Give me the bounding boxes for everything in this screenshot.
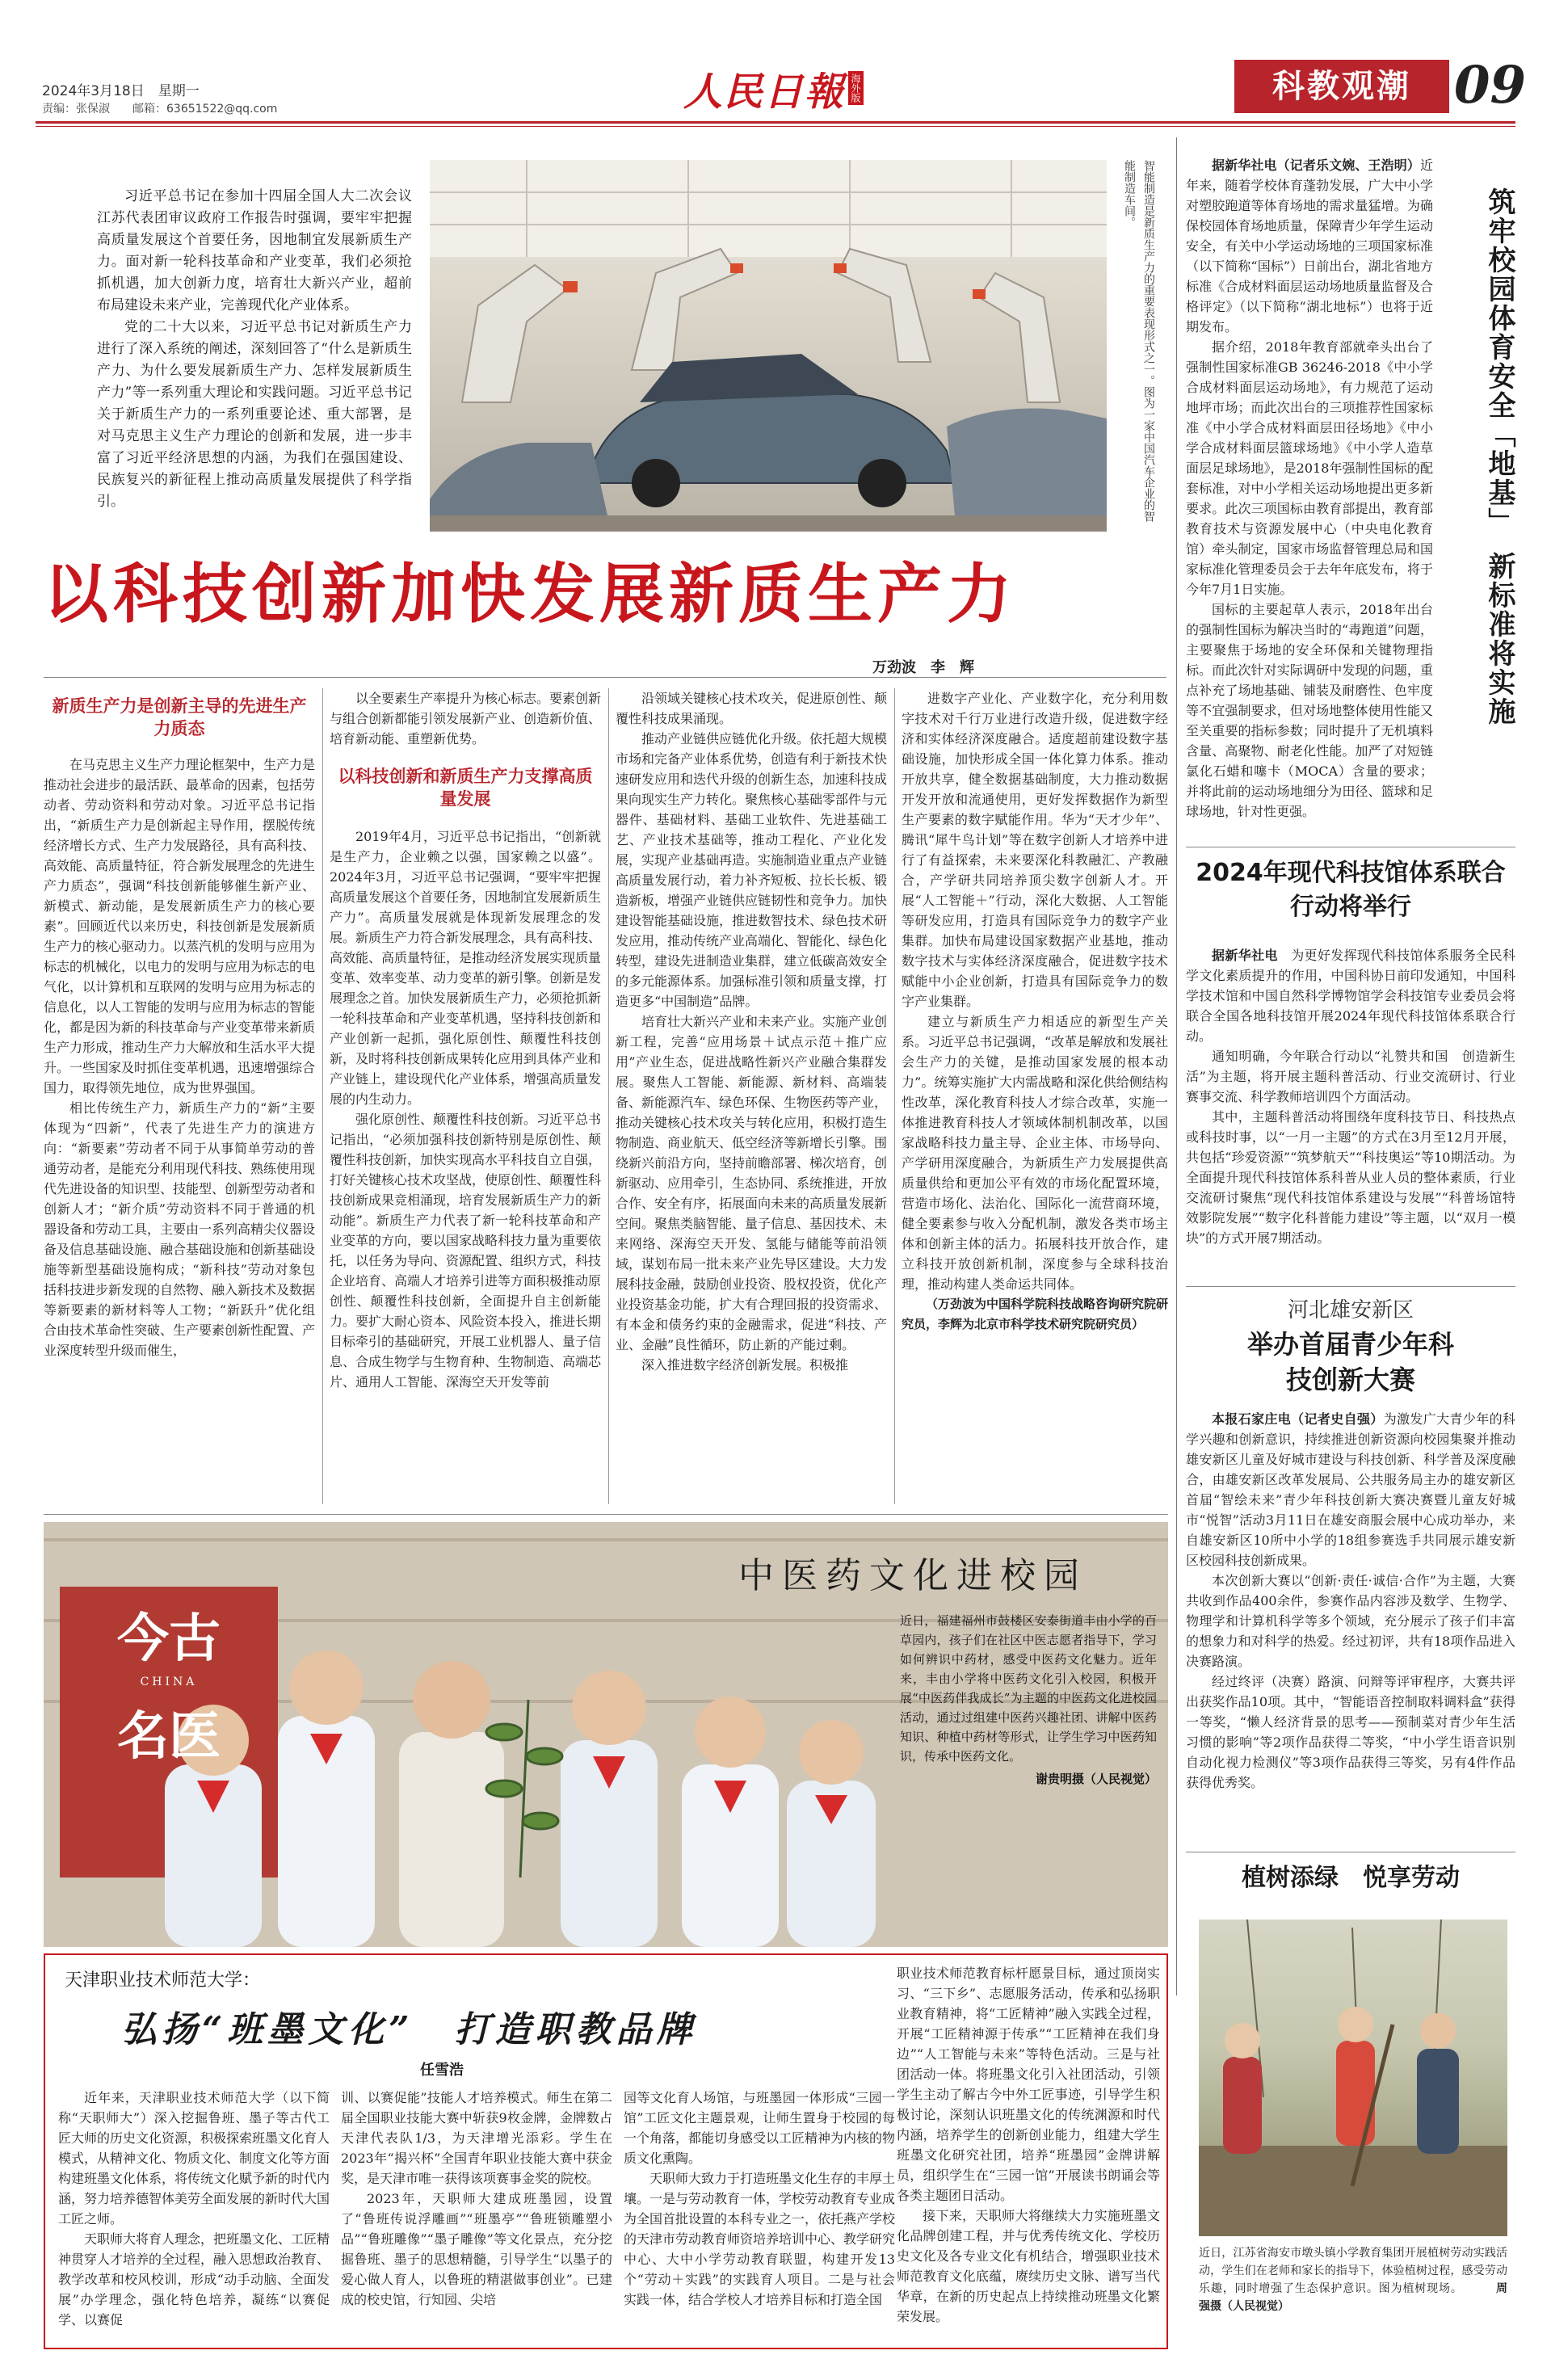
column-divider xyxy=(322,688,323,1504)
tcm-sign xyxy=(76,1603,262,1861)
page-number: 09 xyxy=(1454,55,1527,116)
tianjin-column-1 xyxy=(58,2088,330,2343)
school-safety-paragraph: 据新华社电（记者乐文婉、王浩明）近年来，随着学校体育蓬勃发展，广大中小学对塑胶跑道等体育场地的需求量猛增。为确保校园体育场地质量，保障青少年学生运动安全，有关中小学运动场地的三项国家标准（以下简称“国标”）日前出台，湖北省地方标准《合成材料面层运动场地质量监督及合格评定》（以下简称“湖北地标”）也将于近期发布。 xyxy=(1186,158,1433,334)
museum-paragraph: 通知明确，今年联合行动以“礼赞共和国 创造新生活”为主题，将开展主题科普活动、行业交流研讨、行业赛事交流、科学教师培训四个方面活动。 xyxy=(1186,1049,1515,1104)
youth-kicker: 河北雄安新区 xyxy=(1287,1298,1414,1322)
intro-paragraph: 习近平总书记在参加十四届全国人大二次会议江苏代表团审议政府工作报告时强调，要牢牢把握高质量发展这个首要任务，因地制宜发展新质生产力。面对新一轮科技革命和产业变革，我们必须抢抓机遇，加大创新力度，培育壮大新兴产业，超前布局建设未来产业，完善现代化产业体系。 xyxy=(97,188,412,313)
tcm-sign-sub: CHINA xyxy=(140,1676,198,1688)
tianjin-kicker: 天津职业技术师范大学： xyxy=(65,1970,261,1991)
tianjin-paragraph: 职业技术师范教育标杆愿景目标，通过顶岗实习、“三下乡”、志愿服务活动，传承和弘扬职业教育精神，将“工匠精神”融入实践全过程，开展“工匠精神源于传承”“工匠精神在我们身边”“人工智能与未来”等特色活动。三是与社团活动一体。将班墨文化引入社团活动，引领学生主动了解古今中外工匠事迹，引导学生积极讨论，深刻认识班墨文化的传统渊源和时代内涵，培养学生的创新创业能力，组建大学生班墨文化研究社团，培养“班墨园”金牌讲解员，组织学生在“三园一馆”开展读书朗诵会等各类主题团日活动。 xyxy=(897,1966,1160,2203)
logo-badge: 海外版 xyxy=(848,71,864,105)
tcm-section-rule xyxy=(44,1514,1168,1515)
youth-dateline: 本报石家庄电 xyxy=(1212,1411,1292,1427)
school-safety-reporter: （记者乐文婉、王浩明） xyxy=(1276,158,1420,173)
header-date: 2024年3月18日 星期一 xyxy=(42,83,200,99)
museum-paragraph: 据新华社电 为更好发挥现代科技馆体系服务全民科学文化素质提升的作用，中国科协日前印发通知，中国科学技术馆和中国自然科学博物馆学会科技馆专业委员会将联合全国各地科技馆开展2024年现代科技馆体系联合行动。 xyxy=(1186,948,1515,1044)
tcm-title: 中医药文化进校园 xyxy=(738,1555,1087,1596)
lead-column-2 xyxy=(330,688,601,1504)
section-title: 科教观潮 xyxy=(1234,60,1449,113)
youth-title: 举办首届青少年科技创新大赛 xyxy=(1246,1329,1454,1395)
lead-column-1 xyxy=(44,688,315,1504)
lead-byline: 万劲波 李 辉 xyxy=(872,659,974,676)
school-safety-paragraph: 据介绍，2018年教育部就牵头出台了强制性国家标准GB 36246-2018《中小学合成材料面层运动场地》，有力规范了运动地坪市场；而此次出台的三项推荐性国家标准《中小学合成材料面层田径场地》《中小学合成材料面层篮球场地》《中小学人造草面层足球场地》，是2018年强制性国标的配套标准，对中小学相关运动场地提出更多新要求。此次三项国标由教育部提出，教育部教育技术与资源发展中心（中央电化教育馆）牵头制定，国家市场监督管理总局和国家标准化管理委员会于去年年底发布，将于今年7月1日实施。 xyxy=(1186,339,1433,597)
lead-paragraph: 强化原创性、颠覆性科技创新。习近平总书记指出，“必须加强科技创新特别是原创性、颠覆性科技创新，加快实现高水平科技自立自强，打好关键核心技术攻坚战，使原创性、颠覆性科技创新成果竞相涌现，培育发展新质生产力的新动能”。新质生产力代表了新一轮科技革命和产业变革的方向，要以国家战略科技力量为重要依托，以任务为导向、资源配置、组织方式，科技企业培育、高端人才培养引进等方面积极推动原创性、颠覆性科技创新，全面提升自主创新能力。要扩大耐心资本、风险资本投入，推进长期目标牵引的基础研究，开展工业机器人、量子信息、合成生物学与生物育种、生物制造、高端芯片、通用人工智能、深海空天开发等前 xyxy=(330,1112,602,1390)
youth-reporter: （记者史自强） xyxy=(1291,1411,1384,1427)
tree-photo xyxy=(1199,1920,1507,2236)
lead-intro xyxy=(97,186,412,535)
tianjin-column-4 xyxy=(897,1963,1160,2343)
museum-paragraph: 其中，主题科普活动将围绕年度科技节日、科技热点或科技时事，以“一月一主题”的方式在3月至12月开展，共包括“珍爱资源”“筑梦航天”“科技奥运”等10期活动。为全面提升现代科技馆体系科普从业人员的整体素质，行业交流研讨聚焦“现代科技馆体系建设与发展”“科普场馆特效影院发展”“数字化科普能力建设”等主题，以“双月一模块”的方式开展7期活动。 xyxy=(1186,1109,1515,1246)
factory-photo-caption: 智能制造是新质生产力的重要表现形式之一。图为一家中国汽车企业的智能制造车间。 xyxy=(1123,160,1155,522)
logo-text: 人民日報 xyxy=(683,69,846,115)
tianjin-paragraph: 天职师大将育人理念，把班墨文化、工匠精神贯穿人才培养的全过程，融入思想政治教育、教学改革和校风校训，形成“动手动脑、全面发展”办学理念，强化特色培养，凝练“以赛促学、以赛促 xyxy=(58,2231,330,2327)
tianjin-paragraph: 2023年，天职师大建成班墨园，设置了“鲁班传说浮雕画”“班墨亭”“鲁班锁雕塑小品”“鲁班雕像”“墨子雕像”等文化景点，充分挖掘鲁班、墨子的思想精髓，引导学生“以墨子的爱心做人育人，以鲁班的精湛做事创业”。已建成的校史馆，行知园、尖培 xyxy=(341,2191,612,2307)
header-rule-thin xyxy=(36,126,1515,127)
tcm-caption: 近日，福建福州市鼓楼区安泰街道丰由小学的百草园内，孩子们在社区中医志愿者指导下，学习如何辨识中药材，感受中医药文化魅力。近年来，丰由小学将中医药文化引入校园，积极开展“中医药伴我成长”为主题的中医药文化进校园活动，通过过组建中医药兴趣社团、讲解中医药知识、种植中药材等形式，让学生学习中医药知识，传承中医药文化。 xyxy=(900,1613,1157,1764)
tcm-caption-box xyxy=(900,1611,1157,1926)
lead-paragraph: 进数字产业化、产业数字化，充分利用数字技术对千行万业进行改造升级，促进数字经济和实体经济深度融合。适度超前建设数字基础设施，加快形成全国一体化算力体系。推动开放共享，健全数据基础制度，大力推动数据开发开放和流通使用，更好发挥数据作为新型生产要素的数字赋能作用。华为“天才少年”、腾讯“犀牛鸟计划”等在数字创新人才培养中进行了有益探索，未来要深化科教融汇、产教融合，产学研共同培养顶尖数字创新人才。开展“人工智能＋”行动，深化大数据、人工智能等研发应用，打造具有国际竞争力的数字产业集群。加快布局建设国家数据产业基地，推动数字技术与实体经济深度融合，促进数字技术赋能中小企业创新，打造具有国际竞争力的数字产业集群。 xyxy=(902,691,1168,1009)
museum-title: 2024年现代科技馆体系联合行动将举行 xyxy=(1196,859,1506,921)
school-safety-body xyxy=(1186,155,1433,850)
lead-subhead-1: 新质生产力是创新主导的先进生产力质态 xyxy=(52,696,307,738)
children-figures xyxy=(1223,2007,1459,2154)
lead-paragraph: 在马克思主义生产力理论框架中，生产力是推动社会进步的最活跃、最革命的因素，包括劳动者、劳动资料和劳动对象。习近平总书记指出，“新质生产力是创新起主导作用，摆脱传统经济增长方式、生产力发展路径，具有高科技、高效能、高质量特征，符合新发展理念的先进生产力质态”，强调“科技创新能够催生新产业、新模式、新动能，是发展新质生产力的核心要素”。回顾近代以来历史，科技创新是发展新质生产力的核心驱动力。以蒸汽机的发明与应用为标志的机械化，以电力的发明与应用为标志的电气化，以计算机和互联网的发明与应用为标志的信息化，以人工智能的发明与应用为标志的智能化，都是因为新的科技革命与产业变革带来新质生产力形成，推动生产力大解放和生活水平大提升。一些国家及时抓住变革机遇，迅速增强综合国力，取得领先地位，成为世界强国。 xyxy=(44,757,316,1095)
factory-illustration xyxy=(430,160,1107,532)
tianjin-title: 弘扬“班墨文化” 打造职教品牌 xyxy=(121,2009,697,2050)
youth-paragraph: 经过终评（决赛）路演、问辩等评审程序，大赛共评出获奖作品10项。其中，“智能语音控制取料调料盒”获得一等奖，“懒人经济背景的思考——预制菜对青少年生活习惯的影响”等2项作品获得二等奖，“中小学生语音识别自动化视力检测仪”等3项作品获得三等奖，另有4件作品获得优秀奖。 xyxy=(1186,1674,1515,1790)
header-rule xyxy=(36,121,1515,124)
school-safety-paragraph: 国标的主要起草人表示，2018年出台的强制性国标为解决当时的“毒跑道”问题，主要聚焦于场地的安全环保和关键物理指标。而此次针对实际调研中发现的问题，重点补充了场地基础、铺装及耐磨性、色牢度等不宜强制要求，但对场地整体使用性能又至关重要的指标参数；同时提升了无机填料含量、高聚物、耐老化性能。加严了对短链氯化石蜡和噻卡（MOCA）含量的要求；并将此前的运动场地细分为田径、篮球和足球场地，针对性更强。 xyxy=(1186,602,1433,819)
school-safety-dateline: 据新华社电 xyxy=(1212,158,1277,173)
author-note: （万劲波为中国科学院科技战略咨询研究院研究员，李辉为北京市科学技术研究院研究员） xyxy=(902,1297,1169,1331)
lead-column-4 xyxy=(902,688,1168,1504)
tcm-sign-top: 今古 xyxy=(117,1608,221,1669)
tianjin-paragraph: 近年来，天津职业技术师范大学（以下简称“天职师大”）深入挖掘鲁班、墨子等古代工匠大师的历史文化资源，积极探索班墨文化育人模式，从精神文化、物质文化、制度文化等方面构建班墨文化体系，将传统文化赋予新的时代内涵，努力培养德智体美劳全面发展的新时代大国工匠之师。 xyxy=(58,2090,330,2227)
newspaper-logo xyxy=(683,60,864,116)
tianjin-column-2 xyxy=(341,2088,612,2343)
lead-paragraph: 推动产业链供应链优化升级。依托超大规模市场和完备产业体系优势，创造有利于新技术快速研发应用和迭代升级的创新生态，加速科技成果向现实生产力转化。聚焦核心基础零部件与元器件、基础材料、基础工业软件、先进基础工艺、产业技术基础等，推动工程化、产业化发展，实现产业基础再造。实施制造业重点产业链高质量发展行动，着力补齐短板、拉长长板、锻造新板，增强产业链供应链韧性和竞争力。加快建设智能基础设施，推进数智技术、绿色技术研发应用，推动传统产业高端化、智能化、绿色化转型，建设先进制造业集群，建立低碳高效安全的多元能源体系。加强标准引领和质量支撑，打造更多“中国制造”品牌。 xyxy=(616,731,888,1009)
lead-title-rule xyxy=(44,677,1166,678)
lead-paragraph: 建立与新质生产力相适应的新型生产关系。习近平总书记强调，“改革是解放和发展社会生产力的关键，是推动国家发展的根本动力”。统筹实施扩大内需战略和深化供给侧结构性改革，深化教育科技人才综合改革，实施一体推进教育科技人才领域体制机制改革，以国家战略科技力量主导、企业主体、市场导向、产学研用深度融合，为新质生产力发展提供高质量供给和更加公平有效的市场化配置环境，营造市场化、法治化、国际化一流营商环境，健全要素参与收入分配机制，激发各类市场主体和创新主体的活力。拓展科技开放合作，建立科技开放创新机制，深度参与全球科技治理，推动构建人类命运共同体。 xyxy=(902,1014,1168,1292)
tianjin-byline: 任雪浩 xyxy=(420,2062,464,2079)
tree-credit: 周 强摄（人民视觉） xyxy=(1199,2282,1519,2313)
museum-dateline: 据新华社电 xyxy=(1212,948,1278,963)
lead-paragraph: 沿领域关键核心技术攻关，促进原创性、颠覆性科技成果涌现。 xyxy=(616,691,888,726)
lead-paragraph: 2019年4月，习近平总书记指出，“创新就是生产力，企业赖之以强，国家赖之以盛”。2024年3月，习近平总书记强调，“要牢牢把握高质量发展这个首要任务，因地制宜发展新质生产力”。高质量发展就是体现新发展理念的发展。新质生产力符合新发展理念，具有高科技、高效能、高质量特征，是推动经济发展实现质量变革、效率变革、动力变革的新引擎。创新是发展理念之首。加快发展新质生产力，必须抢抓新一轮科技革命和产业变革机遇，坚持科技创新和产业创新一起抓，强化原创性、颠覆性科技创新，及时将科技创新成果转化应用到具体产业和产业链上，建设现代化产业体系，增强高质量发展的内生动力。 xyxy=(330,829,602,1107)
tianjin-column-3 xyxy=(624,2088,895,2343)
lead-column-3 xyxy=(616,688,887,1504)
youth-paragraph: 本报石家庄电（记者史自强）为激发广大青少年的科学兴趣和创新意识，持续推进创新资源向校园集聚并推动雄安新区儿童及好城市建设与科技创新、科学普及深度融合，由雄安新区改革发展局、公共服务局主办的雄安新区首届“智绘未来”青少年科技创新大赛决赛暨儿童友好城市“悦智”活动3月11日在雄安商服会展中心成功举办，来自雄安新区10所中小学的18组参赛选手共同展示雄安新区校园科技创新成果。 xyxy=(1186,1411,1515,1568)
column-divider xyxy=(608,688,609,1504)
tianjin-paragraph: 训、以赛促能”技能人才培养模式。师生在第二届全国职业技能大赛中斩获9枚金牌，金牌数占天津代表队1/3，为天津增光添彩。学生在2023年“揭兴杯”全国青年职业技能大赛中获金奖，是天津市唯一获得该项赛事金奖的院校。 xyxy=(341,2090,612,2186)
tree-caption-text: 近日，江苏省海安市墩头镇小学教育集团开展植树劳动实践活动，学生们在老师和家长的指导下，体验植树过程，感受劳动乐趣，同时增强了生态保护意识。图为植树现场。 xyxy=(1199,2247,1507,2295)
tcm-credit: 谢贵明摄（人民视觉） xyxy=(1035,1772,1157,1786)
rail-divider xyxy=(1176,137,1177,1995)
tcm-photo xyxy=(44,1522,1168,1947)
tree-title: 植树添绿 悦享劳动 xyxy=(1242,1864,1460,1892)
column-divider xyxy=(894,688,895,1504)
tianjin-paragraph: 接下来，天职师大将继续大力实施班墨文化品牌创建工程，并与优秀传统文化、学校历史文化及各专业文化有机结合，增强职业技术师范教育文化底蕴，赓续历史文脉、谱写当代华章，在新的历史起点上持续推动班墨文化繁荣发展。 xyxy=(897,2208,1160,2324)
lead-paragraph: 以全要素生产率提升为核心标志。要素创新与组合创新都能引领发展新产业、创造新价值、培育新动能、重塑新优势。 xyxy=(330,691,602,746)
tree-illustration xyxy=(1199,1920,1507,2236)
lead-title: 以科技创新加快发展新质生产力 xyxy=(44,557,1016,632)
factory-photo xyxy=(430,160,1107,532)
lead-paragraph: 相比传统生产力，新质生产力的“新”主要体现为“四新”，代表了先进生产力的演进方向：“新要素”劳动者不同于从事简单劳动的普通劳动者，是能充分利用现代科技、熟练使用现代先进设备的知识型、技能型、创新型劳动者和创新人才；“新介质”劳动资料不同于普通的机器设备和劳动工具，主要由一系列高精尖仪器设备及信息基础设施、融合基础设施和创新基础设施等新型基础设施构成；“新科技”劳动对象包括科技进步新发现的自然物、融入新技术及数据等新要素的新材料等人工物；“新跃升”优化组合由技术革命性突破、生产要素创新性配置、产业深度转型升级而催生， xyxy=(44,1100,316,1358)
tree-caption xyxy=(1199,2244,1519,2341)
tianjin-paragraph: 园等文化育人场馆，与班墨园一体形成“三园一馆”工匠文化主题景观，让师生置身于校园的每一个角落，都能切身感受以工匠精神为内核的物质文化熏陶。 xyxy=(624,2090,896,2166)
tcm-sign-bottom: 名医 xyxy=(117,1706,221,1767)
lead-paragraph: 培育壮大新兴产业和未来产业。实施产业创新工程，完善“应用场景＋试点示范＋推广应用”产业生态，促进战略性新兴产业融合集群发展。聚焦人工智能、新能源、新材料、高端装备、新能源汽车、绿色环保、生物医药等产业，推动关键核心技术攻关与转化应用，积极打造生物制造、商业航天、低空经济等新增长引擎。围绕新兴前沿方向，坚持前瞻部署、梯次培育，创新驱动、应用牵引，生态协同、系统推进，开放合作、安全有序，拓展面向未来的高质量发展新空间。聚焦类脑智能、量子信息、基因技术、未来网络、深海空天开发、氢能与储能等前沿领域，谋划布局一批未来产业先导区建设。大力发展科技金融，鼓励创业投资、股权投资，优化产业投资基金功能，扩大有合理回报的投资需求、有本金和债务约束的金融需求，促进“科技、产业、金融”良性循环，防止新的产能过剩。 xyxy=(616,1014,888,1352)
tianjin-paragraph: 天职师大致力于打造班墨文化生存的丰厚土壤。一是与劳动教育一体，学校劳动教育专业成为全国首批设置的本科专业之一，依托燕产学校的天津市劳动教育师资培养培训中心、教学研究中心、大中小学劳动教育联盟，构建开发13个“劳动＋实践”的实践育人项目。二是与社会实践一体，结合学校人才培养目标和打造全国 xyxy=(624,2171,896,2307)
youth-body xyxy=(1186,1409,1515,1861)
rail-rule xyxy=(1186,1286,1515,1287)
museum-body xyxy=(1186,945,1515,1285)
header-editor: 责编：张保淑 邮箱：63651522@qq.com xyxy=(42,103,278,116)
lead-paragraph: 深入推进数字经济创新发展。积极推 xyxy=(641,1357,849,1373)
school-safety-title: 筑牢校园体育安全「地基」 新标准将实施 xyxy=(1483,187,1515,726)
lead-subhead-2: 以科技创新和新质生产力支撑高质量发展 xyxy=(338,767,593,809)
intro-paragraph: 党的二十大以来，习近平总书记对新质生产力进行了深入系统的阐述，深刻回答了“什么是新质生产力、为什么要发展新质生产力、怎样发展新质生产力”等一系列重大理论和实践问题。习近平总书记关于新质生产力的一系列重要论述、重大部署，是对马克思主义生产力理论的创新和发展，进一步丰富了习近平经济思想的内涵，为我们在强国建设、民族复兴的新征程上推动高质量发展提供了科学指引。 xyxy=(97,319,412,510)
youth-paragraph: 本次创新大赛以“创新·责任·诚信·合作”为主题，大赛共收到作品400余件，参赛作品内容涉及数学、生物学、物理学和计算机科学等多个领域，充分展示了孩子们丰富的想象力和对科学的热爱。经过初评，共有18项作品进入决赛路演。 xyxy=(1186,1573,1515,1669)
